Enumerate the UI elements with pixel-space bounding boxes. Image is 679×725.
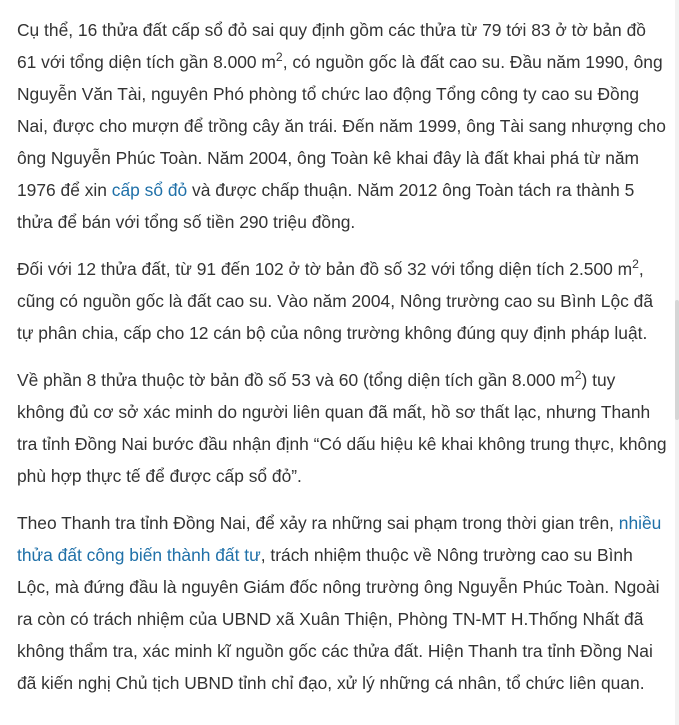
paragraph-1-text-a: Cụ thể, 16 thửa đất cấp sổ đỏ sai quy định gồm các thửa từ 79 tới 83 ở tờ bản đồ 61 với tổng diện tích gần 8.000 m (17, 20, 646, 72)
paragraph-1-text-b: , có nguồn gốc là đất cao su. Đầu năm 1990, ông Nguyễn Văn Tài, nguyên Phó phòng tổ chức lao động Tổng công ty cao su Đồng Nai, được cho mượn để trồng cây ăn trái. Đến năm 1999, ông Tài sang nhượng cho ông Nguyễn Phúc Toàn. Năm 2004, ông Toàn kê khai đây là đất khai phá từ năm 1976 để xin (17, 52, 666, 200)
paragraph-3-text-a: Về phần 8 thửa thuộc tờ bản đồ số 53 và 60 (tổng diện tích gần 8.000 m (17, 370, 575, 390)
link-cap-so-do[interactable]: cấp sổ đỏ (111, 180, 188, 200)
area-unit-superscript: 2 (275, 50, 283, 65)
paragraph-3 (17, 364, 667, 492)
scrollbar[interactable] (675, 0, 679, 725)
paragraph-2 (17, 253, 667, 349)
paragraph-4-text-b: , trách nhiệm thuộc về Nông trường cao su Bình Lộc, mà đứng đầu là nguyên Giám đốc nông trường ông Nguyễn Phúc Toàn. Ngoài ra còn có trách nhiệm của UBND xã Xuân Thiện, Phòng TN-MT H.Thống Nhất đã không thẩm tra, xác minh kĩ nguồn gốc các thửa đất. Hiện Thanh tra tỉnh Đồng Nai đã kiến nghị Chủ tịch UBND tỉnh chỉ đạo, xử lý những cá nhân, tổ chức liên quan. (17, 545, 660, 693)
paragraph-4 (17, 507, 667, 699)
paragraph-3-text-b: ) tuy không đủ cơ sở xác minh do người liên quan đã mất, hồ sơ thất lạc, nhưng Thanh tra tỉnh Đồng Nai bước đầu nhận định “Có dấu hiệu kê khai không trung thực, không phù hợp thực tế để được cấp sổ đỏ”. (17, 370, 667, 486)
article-body (17, 14, 667, 699)
paragraph-1 (17, 14, 667, 238)
area-unit-superscript: 2 (574, 368, 582, 383)
paragraph-4-text-a: Theo Thanh tra tỉnh Đồng Nai, để xảy ra những sai phạm trong thời gian trên, (17, 513, 619, 533)
scrollbar-thumb[interactable] (675, 300, 679, 420)
paragraph-2-text-b: , cũng có nguồn gốc là đất cao su. Vào năm 2004, Nông trường cao su Bình Lộc đã tự phân chia, cấp cho 12 cán bộ của nông trường không đúng quy định pháp luật. (17, 259, 654, 343)
area-unit-superscript: 2 (632, 257, 639, 272)
paragraph-2-text-a: Đối với 12 thửa đất, từ 91 đến 102 ở tờ bản đồ số 32 với tổng diện tích 2.500 m (17, 259, 633, 279)
paragraph-1-text-c: và được chấp thuận. Năm 2012 ông Toàn tách ra thành 5 thửa để bán với tổng số tiền 290 triệu đồng. (17, 180, 635, 232)
link-dat-cong-bien-thanh-dat-tu[interactable]: nhiều thửa đất công biến thành đất tư (17, 513, 662, 565)
